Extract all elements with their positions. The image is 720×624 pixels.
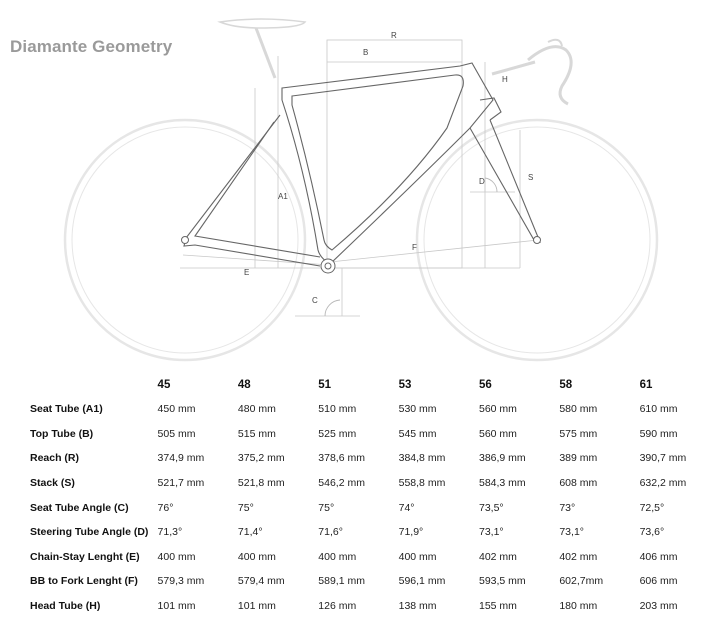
row-label: Seat Tube (A1): [30, 403, 103, 416]
table-cell: 606 mm: [639, 575, 678, 588]
table-cell: 589,1 mm: [318, 575, 365, 588]
table-cell: 73,1°: [559, 526, 584, 539]
row-label: BB to Fork Lenght (F): [30, 575, 138, 588]
size-header-row: [30, 373, 720, 397]
table-cell: 402 mm: [478, 550, 517, 563]
table-cell: 515 mm: [237, 427, 276, 440]
table-cell: 480 mm: [237, 403, 276, 416]
table-cell: 602,7mm: [559, 575, 604, 588]
table-cell: 546,2 mm: [318, 477, 365, 490]
table-row: [30, 422, 720, 447]
table-row: [30, 397, 720, 422]
table-cell: 71,9°: [398, 526, 424, 539]
row-label: Top Tube (B): [30, 427, 94, 440]
table-cell: 596,1 mm: [398, 575, 446, 588]
table-row: [30, 569, 720, 594]
table-cell: 73,1°: [478, 526, 504, 539]
size-header: 61: [639, 379, 653, 391]
size-header: 58: [559, 379, 573, 391]
page-title: Diamante Geometry: [10, 37, 173, 56]
bike-frame: [184, 63, 540, 266]
table-cell: 580 mm: [559, 403, 598, 416]
table-cell: 74°: [398, 501, 415, 514]
table-cell: 402 mm: [559, 550, 598, 563]
table-cell: 545 mm: [398, 427, 437, 440]
seatpost: [256, 28, 275, 78]
table-cell: 126 mm: [318, 600, 357, 613]
table-cell: 73,5°: [478, 501, 504, 514]
table-cell: 510 mm: [318, 403, 357, 416]
size-header: 53: [398, 379, 412, 391]
table-cell: 75°: [237, 501, 254, 514]
size-header: 51: [318, 379, 332, 391]
table-cell: 558,8 mm: [398, 477, 446, 490]
table-cell: 72,5°: [639, 501, 665, 514]
table-cell: 71,4°: [237, 526, 263, 539]
table-cell: 590 mm: [639, 427, 678, 440]
table-cell: 203 mm: [639, 600, 678, 613]
table-row: [30, 471, 720, 496]
table-cell: 375,2 mm: [237, 452, 285, 465]
header-spacer: [30, 373, 158, 397]
table-cell: 530 mm: [398, 403, 437, 416]
label-a1: A1: [278, 192, 288, 201]
table-cell: 505 mm: [157, 427, 196, 440]
table-cell: 386,9 mm: [478, 452, 526, 465]
label-e: E: [244, 268, 250, 277]
brake-hood: [548, 40, 562, 46]
table-row: [30, 446, 720, 471]
table-cell: 525 mm: [318, 427, 357, 440]
table-cell: 584,3 mm: [478, 477, 526, 490]
row-label: Head Tube (H): [30, 600, 101, 613]
label-d: D: [479, 177, 485, 186]
label-b: B: [363, 48, 369, 57]
table-cell: 575 mm: [559, 427, 598, 440]
table-cell: 608 mm: [559, 477, 598, 490]
table-cell: 400 mm: [398, 550, 437, 563]
table-cell: 138 mm: [398, 600, 437, 613]
table-cell: 71,6°: [318, 526, 343, 539]
table-cell: 579,4 mm: [237, 575, 285, 588]
size-header: 56: [478, 379, 492, 391]
size-header: 45: [157, 379, 171, 391]
table-cell: 73°: [559, 501, 576, 514]
table-row: [30, 594, 720, 619]
table-cell: 400 mm: [237, 550, 276, 563]
handlebar: [528, 47, 571, 104]
table-cell: 101 mm: [157, 600, 196, 613]
label-c: C: [312, 296, 318, 305]
stem: [492, 62, 535, 74]
geometry-table: [30, 373, 720, 618]
table-row: [30, 495, 720, 520]
label-s: S: [528, 173, 534, 182]
row-label: Chain-Stay Lenght (E): [30, 550, 140, 563]
table-cell: 579,3 mm: [157, 575, 205, 588]
table-cell: 75°: [318, 501, 335, 514]
table-cell: 76°: [157, 501, 174, 514]
table-cell: 390,7 mm: [639, 452, 687, 465]
frame-joints: [182, 237, 541, 274]
table-cell: 610 mm: [639, 403, 678, 416]
row-label: Seat Tube Angle (C): [30, 501, 129, 514]
table-row: [30, 545, 720, 570]
table-row: [30, 520, 720, 545]
size-header: 48: [237, 379, 251, 391]
table-cell: 450 mm: [157, 403, 196, 416]
table-cell: 521,8 mm: [237, 477, 285, 490]
table-cell: 560 mm: [478, 427, 517, 440]
table-cell: 180 mm: [559, 600, 598, 613]
table-cell: 384,8 mm: [398, 452, 446, 465]
row-label: Stack (S): [30, 477, 75, 490]
table-cell: 73,6°: [639, 526, 665, 539]
saddle: [220, 19, 305, 28]
table-cell: 406 mm: [639, 550, 678, 563]
table-cell: 400 mm: [157, 550, 196, 563]
table-cell: 560 mm: [478, 403, 517, 416]
table-cell: 155 mm: [478, 600, 517, 613]
table-cell: 374,9 mm: [157, 452, 205, 465]
table-cell: 400 mm: [318, 550, 357, 563]
table-cell: 632,2 mm: [639, 477, 687, 490]
table-cell: 593,5 mm: [478, 575, 526, 588]
table-cell: 101 mm: [237, 600, 276, 613]
table-cell: 389 mm: [559, 452, 598, 465]
label-h: H: [502, 75, 508, 84]
row-label: Steering Tube Angle (D): [30, 526, 149, 539]
table-cell: 378,6 mm: [318, 452, 365, 465]
label-f: F: [412, 243, 417, 252]
table-cell: 71,3°: [157, 526, 183, 539]
table-cell: 521,7 mm: [157, 477, 205, 490]
label-r: R: [391, 31, 397, 40]
row-label: Reach (R): [30, 452, 80, 465]
